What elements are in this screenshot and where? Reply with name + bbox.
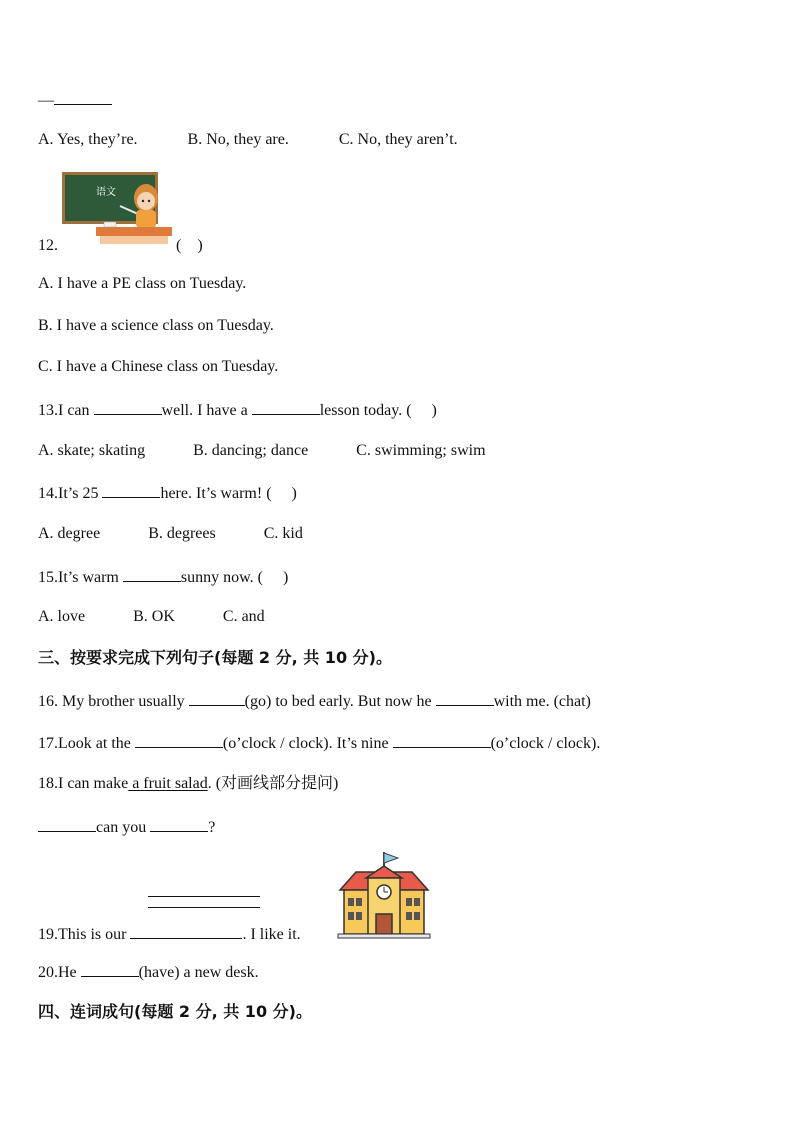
answer-blank[interactable] xyxy=(130,923,242,939)
q16-line xyxy=(38,690,591,712)
q13-text-3: lesson today. ( ) xyxy=(319,402,437,419)
q11-options xyxy=(38,130,458,150)
answer-blank[interactable] xyxy=(94,399,162,415)
q16-text-1: 16. My brother usually xyxy=(38,693,189,710)
q12-option-a[interactable]: A. I have a PE class on Tuesday. xyxy=(38,275,247,292)
q17-line xyxy=(38,732,600,754)
q17-text-1: 17.Look at the xyxy=(38,735,135,752)
option-b[interactable]: B. dancing; dance xyxy=(193,442,309,459)
q15-text-1: 15.It’s warm xyxy=(38,569,123,586)
answer-blank[interactable] xyxy=(38,816,96,832)
answer-blank[interactable] xyxy=(135,732,223,748)
option-a[interactable]: A. skate; skating xyxy=(38,442,146,459)
answer-blank-line[interactable] xyxy=(148,896,260,897)
q19-extra-blanks xyxy=(148,896,260,908)
q12-option-c[interactable]: C. I have a Chinese class on Tuesday. xyxy=(38,358,279,375)
option-c[interactable]: C. kid xyxy=(263,525,303,542)
option-c[interactable]: C. No, they aren’t. xyxy=(338,131,458,148)
q17-text-3: (o’clock / clock). xyxy=(490,735,601,752)
q18-text-2: . (对画线部分提问) xyxy=(207,775,339,792)
q18-answer-mark: ? xyxy=(208,819,216,836)
answer-blank[interactable] xyxy=(81,961,139,977)
q16-text-2: (go) to bed early. But now he xyxy=(244,693,436,710)
q19-line xyxy=(38,923,301,945)
q13-text-1: 13.I can xyxy=(38,402,94,419)
q14-options xyxy=(38,524,303,544)
q18-text-1: 18.I can make xyxy=(38,775,129,792)
option-b[interactable]: B. degrees xyxy=(148,525,216,542)
answer-blank[interactable] xyxy=(393,732,491,748)
q14-line xyxy=(38,482,297,504)
q11-answer-line xyxy=(38,89,112,111)
option-b[interactable]: B. OK xyxy=(133,608,175,625)
q20-line xyxy=(38,961,259,983)
answer-blank[interactable] xyxy=(252,399,320,415)
q14-text-1: 14.It’s 25 xyxy=(38,485,103,502)
q15-line xyxy=(38,566,288,588)
q13-options xyxy=(38,441,486,461)
answer-blank[interactable] xyxy=(189,690,245,706)
q18-line xyxy=(38,774,338,794)
q14-text-2: here. It’s warm! ( ) xyxy=(160,485,297,502)
answer-blank[interactable] xyxy=(123,566,181,582)
board-text: 语文 xyxy=(96,187,116,198)
q12-line xyxy=(38,236,203,256)
dash: — xyxy=(38,92,54,109)
q18-answer-text: can you xyxy=(96,819,151,836)
answer-blank-line[interactable] xyxy=(148,907,260,908)
answer-blank[interactable] xyxy=(150,816,208,832)
section-3-heading: 三、按要求完成下列句子(每题 2 分, 共 10 分)。 xyxy=(38,648,392,667)
q12-option-b[interactable]: B. I have a science class on Tuesday. xyxy=(38,317,274,334)
q17-text-2: (o’clock / clock). It’s nine xyxy=(222,735,393,752)
school-building-image xyxy=(336,850,432,940)
q13-line xyxy=(38,399,437,421)
option-a[interactable]: A. degree xyxy=(38,525,101,542)
q18-answer-line xyxy=(38,816,215,838)
underlined-phrase: a fruit salad xyxy=(128,775,208,792)
q20-text-1: 20.He xyxy=(38,964,81,981)
q19-text-2: . I like it. xyxy=(242,926,301,943)
answer-blank[interactable] xyxy=(54,89,112,105)
q15-options xyxy=(38,607,265,627)
answer-blank[interactable] xyxy=(102,482,160,498)
question-number: 12. xyxy=(38,237,58,254)
answer-paren[interactable]: ( ) xyxy=(176,237,203,254)
q13-text-2: well. I have a xyxy=(161,402,252,419)
option-a[interactable]: A. Yes, they’re. xyxy=(38,131,138,148)
q15-text-2: sunny now. ( ) xyxy=(180,569,289,586)
q20-text-2: (have) a new desk. xyxy=(138,964,259,981)
option-c[interactable]: C. and xyxy=(222,608,265,625)
q16-text-3: with me. (chat) xyxy=(493,693,591,710)
option-c[interactable]: C. swimming; swim xyxy=(356,442,486,459)
option-a[interactable]: A. love xyxy=(38,608,86,625)
option-b[interactable]: B. No, they are. xyxy=(187,131,289,148)
answer-blank[interactable] xyxy=(436,690,494,706)
section-4-heading: 四、连词成句(每题 2 分, 共 10 分)。 xyxy=(38,1002,312,1021)
q19-text-1: 19.This is our xyxy=(38,926,131,943)
